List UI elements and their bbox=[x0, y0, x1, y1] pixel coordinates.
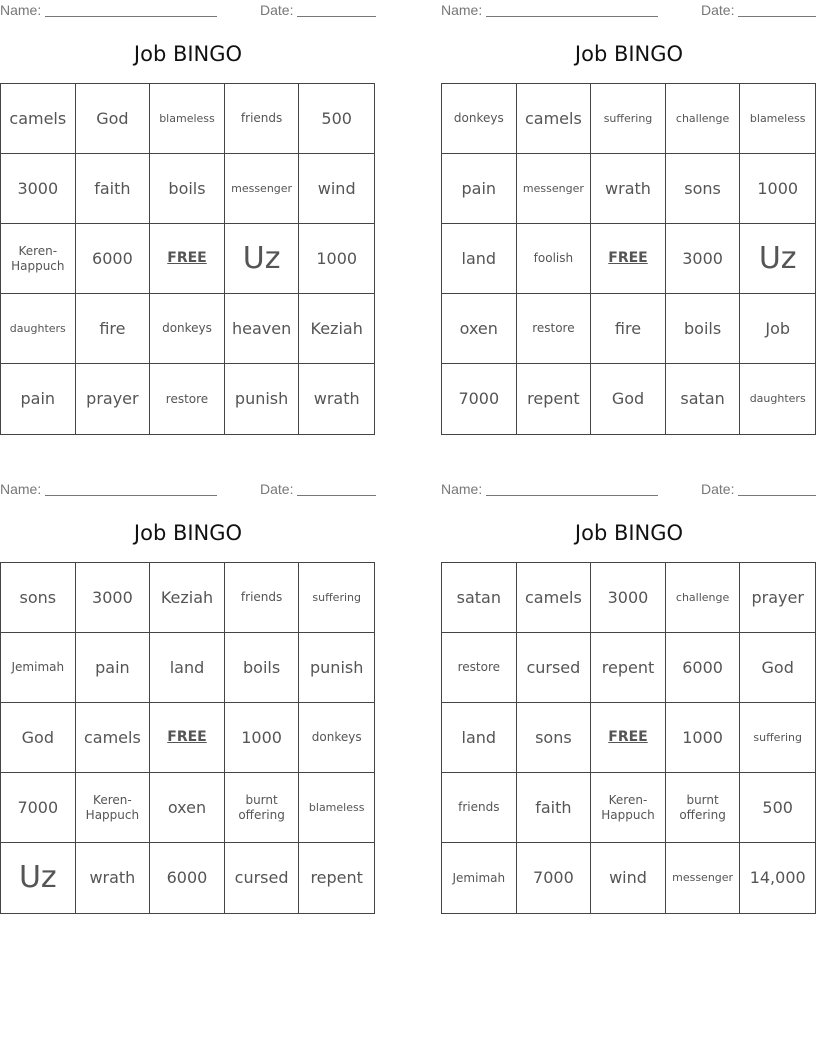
bingo-cell: blameless bbox=[150, 84, 225, 154]
bingo-cell: camels bbox=[517, 563, 592, 633]
bingo-cell: burnt offering bbox=[666, 773, 741, 843]
bingo-cell: 1000 bbox=[666, 703, 741, 773]
bingo-cell: wrath bbox=[76, 843, 151, 913]
date-label: Date: bbox=[260, 2, 294, 18]
bingo-cell: blameless bbox=[740, 84, 815, 154]
bingo-cell: faith bbox=[517, 773, 592, 843]
bingo-cell: sons bbox=[666, 154, 741, 224]
bingo-cell: pain bbox=[442, 154, 517, 224]
bingo-cell: 3000 bbox=[1, 154, 76, 224]
bingo-cell: 6000 bbox=[76, 224, 151, 294]
bingo-grid bbox=[441, 562, 816, 914]
date-line bbox=[297, 495, 376, 496]
bingo-cell: 7000 bbox=[442, 364, 517, 434]
bingo-cell: 500 bbox=[299, 84, 374, 154]
bingo-cell: challenge bbox=[666, 84, 741, 154]
bingo-cell: friends bbox=[225, 84, 300, 154]
bingo-cell: prayer bbox=[76, 364, 151, 434]
name-line bbox=[45, 495, 217, 496]
card-header bbox=[0, 479, 376, 499]
bingo-cell: 3000 bbox=[76, 563, 151, 633]
bingo-cell: Uz bbox=[225, 224, 300, 294]
bingo-cell: fire bbox=[76, 294, 151, 364]
bingo-cell: God bbox=[1, 703, 76, 773]
bingo-cell: wind bbox=[299, 154, 374, 224]
bingo-cell: 3000 bbox=[666, 224, 741, 294]
date-label: Date: bbox=[260, 481, 294, 497]
free-space: FREE bbox=[591, 703, 666, 773]
bingo-cell: wrath bbox=[313, 389, 360, 409]
bingo-cell: restore bbox=[442, 633, 517, 703]
bingo-cell: Keren- Happuch bbox=[591, 773, 666, 843]
bingo-cell: daughters bbox=[749, 392, 806, 406]
bingo-grid bbox=[0, 83, 375, 435]
bingo-cell: wrath bbox=[591, 154, 666, 224]
bingo-cell: messenger bbox=[666, 843, 741, 913]
bingo-cell: faith bbox=[76, 154, 151, 224]
card-header bbox=[441, 479, 816, 499]
bingo-cell: camels bbox=[76, 703, 151, 773]
bingo-cell: foolish bbox=[517, 224, 592, 294]
date-label: Date: bbox=[701, 481, 735, 497]
bingo-cell: messenger bbox=[517, 154, 592, 224]
bingo-cell: land bbox=[442, 224, 517, 294]
bingo-cell: God bbox=[740, 633, 815, 703]
bingo-cell: restore bbox=[517, 294, 592, 364]
bingo-cell: suffering bbox=[591, 84, 666, 154]
name-line bbox=[486, 16, 658, 17]
date-line bbox=[297, 16, 376, 17]
bingo-cell: restore bbox=[150, 364, 225, 434]
card-title: Job BINGO bbox=[133, 521, 243, 545]
bingo-cell: boils bbox=[666, 294, 741, 364]
bingo-cell: satan bbox=[666, 364, 741, 434]
bingo-cell: donkeys bbox=[299, 703, 374, 773]
free-space: FREE bbox=[150, 224, 225, 294]
bingo-cell: Job bbox=[740, 294, 815, 364]
bingo-cell: friends bbox=[442, 773, 517, 843]
bingo-cell: repent bbox=[310, 868, 363, 888]
bingo-cell: Jemimah bbox=[1, 633, 76, 703]
bingo-cell: Keziah bbox=[150, 563, 225, 633]
bingo-cell: 3000 bbox=[591, 563, 666, 633]
bingo-cell: pain bbox=[1, 364, 76, 434]
bingo-cell: Uz bbox=[1, 843, 76, 913]
bingo-grid bbox=[0, 562, 375, 914]
bingo-cell: blameless bbox=[299, 773, 374, 843]
bingo-cell: camels bbox=[1, 84, 76, 154]
name-line bbox=[45, 16, 217, 17]
bingo-cell: satan bbox=[442, 563, 517, 633]
bingo-cell: 1000 bbox=[299, 224, 374, 294]
bingo-cell: camels bbox=[517, 84, 592, 154]
card-title: Job BINGO bbox=[574, 521, 684, 545]
bingo-cell: donkeys bbox=[150, 294, 225, 364]
bingo-cell: oxen bbox=[442, 294, 517, 364]
bingo-cell: 1000 bbox=[740, 154, 815, 224]
bingo-cell: pain bbox=[76, 633, 151, 703]
bingo-cell: heaven bbox=[225, 294, 300, 364]
bingo-cell: challenge bbox=[666, 563, 741, 633]
date-line bbox=[738, 495, 816, 496]
date-line bbox=[738, 16, 816, 17]
bingo-cell: land bbox=[442, 703, 517, 773]
bingo-cell: repent bbox=[517, 364, 592, 434]
bingo-grid bbox=[441, 83, 816, 435]
bingo-cell: 6000 bbox=[666, 633, 741, 703]
bingo-cell: Jemimah bbox=[442, 843, 517, 913]
bingo-cell: land bbox=[150, 633, 225, 703]
card-header bbox=[441, 0, 816, 20]
bingo-cell: boils bbox=[225, 633, 300, 703]
card-header bbox=[0, 0, 376, 20]
bingo-cell: daughters bbox=[1, 294, 76, 364]
bingo-cell: God bbox=[76, 84, 151, 154]
bingo-cell: suffering bbox=[740, 703, 815, 773]
bingo-cell: messenger bbox=[225, 154, 300, 224]
date-label: Date: bbox=[701, 2, 735, 18]
bingo-cell: Keziah bbox=[299, 294, 374, 364]
card-title: Job BINGO bbox=[574, 42, 684, 66]
bingo-cell: repent bbox=[591, 633, 666, 703]
bingo-cell: Uz bbox=[740, 224, 815, 294]
bingo-cell: boils bbox=[150, 154, 225, 224]
free-space: FREE bbox=[591, 224, 666, 294]
bingo-cell: 500 bbox=[740, 773, 815, 843]
bingo-cell: God bbox=[591, 364, 666, 434]
bingo-cell: 6000 bbox=[150, 843, 225, 913]
bingo-cell: 7000 bbox=[1, 773, 76, 843]
bingo-cell: sons bbox=[1, 563, 76, 633]
bingo-cell: sons bbox=[517, 703, 592, 773]
bingo-cell: oxen bbox=[150, 773, 225, 843]
name-label: Name: bbox=[441, 2, 483, 18]
bingo-cell: cursed bbox=[225, 843, 300, 913]
card-title: Job BINGO bbox=[133, 42, 243, 66]
name-line bbox=[486, 495, 658, 496]
bingo-cell: Keren- Happuch bbox=[1, 224, 76, 294]
bingo-cell: cursed bbox=[517, 633, 592, 703]
name-label: Name: bbox=[441, 481, 483, 497]
bingo-cell: suffering bbox=[299, 563, 374, 633]
bingo-cell: punish bbox=[299, 633, 374, 703]
bingo-cell: 1000 bbox=[225, 703, 300, 773]
bingo-cell: 7000 bbox=[517, 843, 592, 913]
bingo-cell: 14,000 bbox=[749, 868, 806, 888]
bingo-cell: burnt offering bbox=[225, 773, 300, 843]
name-label: Name: bbox=[0, 481, 42, 497]
bingo-cell: fire bbox=[591, 294, 666, 364]
bingo-cell: prayer bbox=[740, 563, 815, 633]
name-label: Name: bbox=[0, 2, 42, 18]
bingo-cell: donkeys bbox=[442, 84, 517, 154]
bingo-cell: Keren- Happuch bbox=[76, 773, 151, 843]
bingo-cell: wind bbox=[591, 843, 666, 913]
bingo-cell: punish bbox=[225, 364, 300, 434]
bingo-cell: friends bbox=[225, 563, 300, 633]
free-space: FREE bbox=[150, 703, 225, 773]
